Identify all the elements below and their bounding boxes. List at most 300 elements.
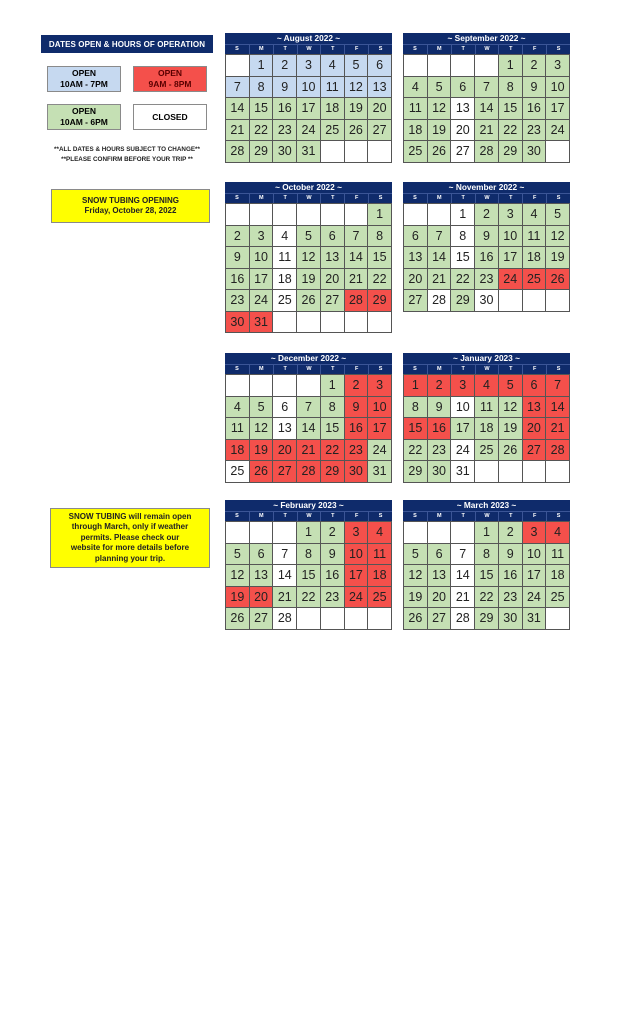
- weekday-label: T: [498, 512, 522, 521]
- calendar-day: 21: [273, 587, 297, 609]
- calendar-day: 8: [451, 226, 475, 248]
- calendar-day: 25: [546, 587, 570, 609]
- calendar-day: 1: [250, 55, 274, 77]
- weekday-label: M: [427, 45, 451, 54]
- calendar-empty-cell: [368, 141, 392, 163]
- calendar-month-title: ~ August 2022 ~: [225, 33, 392, 44]
- weekday-label: M: [249, 365, 273, 374]
- calendar-day: 18: [546, 565, 570, 587]
- calendar-day: 3: [523, 522, 547, 544]
- legend-open-10am-6pm: [47, 104, 121, 130]
- calendar-day: 2: [475, 204, 499, 226]
- weekday-label: T: [273, 45, 297, 54]
- weekday-label: T: [273, 194, 297, 203]
- calendar-empty-cell: [546, 608, 570, 630]
- calendar-day: 2: [428, 375, 452, 397]
- weekday-header: [225, 193, 392, 203]
- calendar-day: 28: [226, 141, 250, 163]
- calendar-day: 20: [404, 269, 428, 291]
- calendar-empty-cell: [451, 522, 475, 544]
- calendar-empty-cell: [499, 290, 523, 312]
- calendar-day: 20: [250, 587, 274, 609]
- calendar-empty-cell: [226, 522, 250, 544]
- legend-open-9am-8pm: [133, 66, 207, 92]
- notice-line: SNOW TUBING OPENING: [82, 195, 179, 205]
- calendar-day: 29: [321, 461, 345, 483]
- calendar-day: 18: [475, 418, 499, 440]
- calendar-day: 29: [404, 461, 428, 483]
- weekday-label: W: [297, 512, 321, 521]
- calendar-day: 9: [321, 544, 345, 566]
- calendar-empty-cell: [345, 312, 369, 334]
- calendar-january-2023: [403, 353, 570, 483]
- calendar-day: 12: [250, 418, 274, 440]
- calendar-day: 21: [297, 440, 321, 462]
- calendar-empty-cell: [428, 55, 452, 77]
- calendar-day: 21: [451, 587, 475, 609]
- calendar-day: 11: [404, 98, 428, 120]
- calendar-day: 28: [546, 440, 570, 462]
- calendar-day: 27: [273, 461, 297, 483]
- calendar-empty-cell: [321, 608, 345, 630]
- legend-open-10am-7pm: [47, 66, 121, 92]
- calendar-day: 23: [321, 587, 345, 609]
- calendar-day: 1: [297, 522, 321, 544]
- calendar-empty-cell: [523, 461, 547, 483]
- calendar-day: 10: [345, 544, 369, 566]
- weekday-label: S: [235, 513, 239, 519]
- weekday-label: T: [320, 194, 344, 203]
- calendar-day: 27: [428, 608, 452, 630]
- calendar-month-title: ~ September 2022 ~: [403, 33, 570, 44]
- calendar-day: 13: [451, 98, 475, 120]
- calendar-empty-cell: [345, 204, 369, 226]
- calendar-day: 25: [226, 461, 250, 483]
- weekday-label: W: [475, 365, 499, 374]
- calendar-day: 2: [273, 55, 297, 77]
- calendar-day: 28: [428, 290, 452, 312]
- calendar-empty-cell: [321, 204, 345, 226]
- calendar-day: 9: [499, 544, 523, 566]
- calendar-day: 27: [404, 290, 428, 312]
- calendar-day: 30: [226, 312, 250, 334]
- calendar-empty-cell: [523, 290, 547, 312]
- calendar-day: 18: [273, 269, 297, 291]
- calendar-day: 4: [404, 77, 428, 99]
- calendar-day: 3: [368, 375, 392, 397]
- calendar-empty-cell: [273, 204, 297, 226]
- calendar-day: 5: [250, 397, 274, 419]
- calendar-day: 19: [345, 98, 369, 120]
- calendar-day: 26: [297, 290, 321, 312]
- weekday-label: T: [273, 365, 297, 374]
- calendar-day: 29: [250, 141, 274, 163]
- calendar-day-grid: [225, 374, 392, 483]
- calendar-day: 14: [546, 397, 570, 419]
- calendar-day: 23: [428, 440, 452, 462]
- weekday-label: M: [427, 512, 451, 521]
- calendar-day: 13: [368, 77, 392, 99]
- calendar-day: 28: [273, 608, 297, 630]
- calendar-day: 15: [451, 247, 475, 269]
- weekday-label: T: [320, 45, 344, 54]
- calendar-day: 4: [321, 55, 345, 77]
- calendar-day: 6: [404, 226, 428, 248]
- calendar-day: 17: [499, 247, 523, 269]
- calendar-day: 5: [404, 544, 428, 566]
- calendar-day: 9: [428, 397, 452, 419]
- weekday-label: F: [344, 45, 368, 54]
- weekday-label: T: [273, 512, 297, 521]
- calendar-day: 26: [546, 269, 570, 291]
- calendar-empty-cell: [404, 522, 428, 544]
- legend-hours: 10AM - 6PM: [60, 117, 108, 127]
- calendar-empty-cell: [475, 461, 499, 483]
- snow-tubing-opening-notice: [51, 189, 210, 223]
- calendar-day: 18: [523, 247, 547, 269]
- notice-line: permits. Please check our: [80, 532, 180, 542]
- calendar-empty-cell: [368, 312, 392, 334]
- calendar-day: 27: [451, 141, 475, 163]
- calendar-day: 22: [368, 269, 392, 291]
- calendar-day: 18: [404, 120, 428, 142]
- calendar-day: 29: [499, 141, 523, 163]
- calendar-day: 10: [451, 397, 475, 419]
- calendar-day: 9: [226, 247, 250, 269]
- calendar-day: 29: [475, 608, 499, 630]
- calendar-day: 2: [499, 522, 523, 544]
- calendar-day: 14: [428, 247, 452, 269]
- calendar-day: 29: [368, 290, 392, 312]
- calendar-day: 1: [368, 204, 392, 226]
- calendar-day: 30: [523, 141, 547, 163]
- calendar-day: 11: [226, 418, 250, 440]
- weekday-header: [225, 364, 392, 374]
- notice-line: SNOW TUBING will remain open: [68, 511, 192, 521]
- calendar-day: 21: [345, 269, 369, 291]
- calendar-day: 29: [451, 290, 475, 312]
- calendar-day: 24: [451, 440, 475, 462]
- calendar-day: 17: [546, 98, 570, 120]
- calendar-empty-cell: [475, 55, 499, 77]
- legend-label: OPEN: [71, 68, 97, 78]
- calendar-day: 14: [273, 565, 297, 587]
- calendar-day: 10: [499, 226, 523, 248]
- weekday-label: T: [451, 194, 475, 203]
- calendar-empty-cell: [499, 461, 523, 483]
- notice-line: through March, only if weather: [71, 522, 189, 532]
- weekday-label: W: [297, 194, 321, 203]
- calendar-day: 9: [273, 77, 297, 99]
- calendar-month-title: ~ January 2023 ~: [403, 353, 570, 364]
- calendar-empty-cell: [226, 55, 250, 77]
- calendar-day-grid: [225, 54, 392, 163]
- calendar-day: 1: [451, 204, 475, 226]
- calendar-day: 30: [475, 290, 499, 312]
- calendar-empty-cell: [428, 522, 452, 544]
- calendar-day: 11: [368, 544, 392, 566]
- calendar-day: 16: [428, 418, 452, 440]
- weekday-label: W: [475, 45, 499, 54]
- calendar-day: 22: [404, 440, 428, 462]
- calendar-day: 8: [368, 226, 392, 248]
- calendar-day: 13: [273, 418, 297, 440]
- calendar-day: 26: [250, 461, 274, 483]
- calendar-day: 4: [546, 522, 570, 544]
- confirm-note: **PLEASE CONFIRM BEFORE YOUR TRIP **: [61, 156, 193, 163]
- calendar-day: 12: [499, 397, 523, 419]
- calendar-day: 30: [428, 461, 452, 483]
- calendar-month-title: ~ November 2022 ~: [403, 182, 570, 193]
- legend-label: CLOSED: [152, 111, 188, 122]
- calendar-day: 12: [546, 226, 570, 248]
- calendar-day: 19: [250, 440, 274, 462]
- calendar-day: 2: [345, 375, 369, 397]
- calendar-day: 25: [523, 269, 547, 291]
- calendar-day: 23: [345, 440, 369, 462]
- calendar-day: 17: [250, 269, 274, 291]
- calendar-day: 23: [499, 587, 523, 609]
- weekday-label: F: [344, 365, 368, 374]
- calendar-day: 17: [451, 418, 475, 440]
- calendar-day: 4: [226, 397, 250, 419]
- calendar-day: 5: [499, 375, 523, 397]
- calendar-empty-cell: [321, 141, 345, 163]
- calendar-day: 12: [226, 565, 250, 587]
- calendar-empty-cell: [297, 312, 321, 334]
- calendar-day-grid: [403, 521, 570, 630]
- weekday-header: [403, 364, 570, 374]
- calendar-month-title: ~ February 2023 ~: [225, 500, 392, 511]
- calendar-day: 8: [499, 77, 523, 99]
- weekday-header: [225, 511, 392, 521]
- disclaimer-note: **ALL DATES & HOURS SUBJECT TO CHANGE**: [54, 146, 200, 153]
- calendar-day: 4: [368, 522, 392, 544]
- calendar-day: 7: [297, 397, 321, 419]
- calendar-day: 18: [226, 440, 250, 462]
- calendar-day: 8: [404, 397, 428, 419]
- calendar-day-grid: [225, 521, 392, 630]
- calendar-empty-cell: [273, 312, 297, 334]
- calendar-day: 17: [368, 418, 392, 440]
- calendar-day: 5: [428, 77, 452, 99]
- calendar-day: 10: [297, 77, 321, 99]
- calendar-day: 25: [475, 440, 499, 462]
- calendar-empty-cell: [546, 461, 570, 483]
- calendar-day: 21: [546, 418, 570, 440]
- weekday-label: T: [451, 45, 475, 54]
- calendar-empty-cell: [404, 55, 428, 77]
- calendar-day: 11: [273, 247, 297, 269]
- calendar-day: 10: [546, 77, 570, 99]
- calendar-day: 7: [546, 375, 570, 397]
- calendar-day: 24: [523, 587, 547, 609]
- calendar-day: 23: [475, 269, 499, 291]
- weekday-label: T: [451, 512, 475, 521]
- calendar-day: 6: [451, 77, 475, 99]
- calendar-day: 24: [345, 587, 369, 609]
- calendar-day: 5: [345, 55, 369, 77]
- calendar-day: 30: [273, 141, 297, 163]
- weekday-header: [403, 511, 570, 521]
- calendar-day: 31: [250, 312, 274, 334]
- calendar-day: 19: [428, 120, 452, 142]
- notice-line: website for more details before: [70, 543, 190, 553]
- calendar-day: 15: [499, 98, 523, 120]
- calendar-day: 4: [273, 226, 297, 248]
- calendar-march-2023: [403, 500, 570, 630]
- calendar-day: 1: [499, 55, 523, 77]
- calendar-day: 28: [345, 290, 369, 312]
- calendar-day: 19: [226, 587, 250, 609]
- calendar-day: 3: [345, 522, 369, 544]
- calendar-day: 13: [523, 397, 547, 419]
- calendar-empty-cell: [273, 522, 297, 544]
- calendar-day: 9: [475, 226, 499, 248]
- calendar-day: 22: [499, 120, 523, 142]
- calendar-day: 31: [451, 461, 475, 483]
- weekday-label: T: [451, 365, 475, 374]
- calendar-day: 18: [321, 98, 345, 120]
- legend-label: OPEN: [157, 68, 183, 78]
- calendar-day: 24: [546, 120, 570, 142]
- calendar-day: 24: [368, 440, 392, 462]
- calendar-day: 5: [226, 544, 250, 566]
- calendar-day: 17: [345, 565, 369, 587]
- calendar-day: 13: [250, 565, 274, 587]
- weekday-label: W: [297, 365, 321, 374]
- calendar-day-grid: [403, 203, 570, 312]
- calendar-day: 31: [297, 141, 321, 163]
- calendar-day: 24: [499, 269, 523, 291]
- weekday-label: S: [546, 45, 570, 54]
- weekday-label: T: [498, 45, 522, 54]
- calendar-day: 15: [368, 247, 392, 269]
- calendar-day: 7: [475, 77, 499, 99]
- weekday-header: [225, 44, 392, 54]
- calendar-day: 12: [297, 247, 321, 269]
- calendar-day: 26: [428, 141, 452, 163]
- calendar-day-grid: [225, 203, 392, 333]
- calendar-day: 6: [428, 544, 452, 566]
- calendar-day: 25: [404, 141, 428, 163]
- calendar-day: 20: [273, 440, 297, 462]
- calendar-day: 24: [297, 120, 321, 142]
- calendar-day: 16: [499, 565, 523, 587]
- calendar-day: 5: [297, 226, 321, 248]
- calendar-day: 12: [345, 77, 369, 99]
- calendar-day: 6: [368, 55, 392, 77]
- calendar-day: 11: [523, 226, 547, 248]
- calendar-day: 4: [523, 204, 547, 226]
- calendar-day: 10: [250, 247, 274, 269]
- calendar-empty-cell: [368, 608, 392, 630]
- calendar-day: 13: [404, 247, 428, 269]
- calendar-day: 15: [404, 418, 428, 440]
- calendar-day: 7: [345, 226, 369, 248]
- calendar-day: 15: [250, 98, 274, 120]
- calendar-day: 22: [321, 440, 345, 462]
- weekday-label: W: [297, 45, 321, 54]
- calendar-day: 28: [451, 608, 475, 630]
- weekday-label: T: [498, 365, 522, 374]
- calendar-february-2023: [225, 500, 392, 630]
- calendar-day: 5: [546, 204, 570, 226]
- calendar-empty-cell: [226, 204, 250, 226]
- notice-date: Friday, October 28, 2022: [84, 206, 177, 215]
- calendar-day: 11: [475, 397, 499, 419]
- calendar-day: 17: [297, 98, 321, 120]
- weekday-label: S: [413, 366, 417, 372]
- calendar-empty-cell: [250, 375, 274, 397]
- calendar-day: 19: [404, 587, 428, 609]
- weekday-label: M: [249, 194, 273, 203]
- weekday-label: S: [235, 46, 239, 52]
- calendar-day: 6: [523, 375, 547, 397]
- calendar-day: 14: [226, 98, 250, 120]
- calendar-day: 16: [475, 247, 499, 269]
- calendar-day: 31: [523, 608, 547, 630]
- weekday-label: T: [320, 512, 344, 521]
- calendar-day: 25: [273, 290, 297, 312]
- weekday-label: T: [498, 194, 522, 203]
- weekday-label: M: [427, 194, 451, 203]
- calendar-day: 26: [499, 440, 523, 462]
- calendar-day: 11: [546, 544, 570, 566]
- weekday-label: F: [522, 45, 546, 54]
- calendar-empty-cell: [546, 290, 570, 312]
- calendar-empty-cell: [250, 522, 274, 544]
- calendar-day: 13: [321, 247, 345, 269]
- calendar-day: 16: [321, 565, 345, 587]
- calendar-day: 27: [250, 608, 274, 630]
- snow-tubing-closing-notice: [50, 508, 210, 568]
- calendar-day: 6: [273, 397, 297, 419]
- calendar-day: 30: [345, 461, 369, 483]
- weekday-label: F: [522, 512, 546, 521]
- weekday-label: F: [344, 194, 368, 203]
- calendar-day: 12: [428, 98, 452, 120]
- calendar-day: 31: [368, 461, 392, 483]
- calendar-day: 14: [475, 98, 499, 120]
- calendar-day: 23: [273, 120, 297, 142]
- calendar-day: 19: [297, 269, 321, 291]
- calendar-day: 21: [475, 120, 499, 142]
- calendar-day: 15: [297, 565, 321, 587]
- calendar-day: 30: [499, 608, 523, 630]
- weekday-label: M: [427, 365, 451, 374]
- calendar-empty-cell: [226, 375, 250, 397]
- notice-line: planning your trip.: [94, 553, 166, 563]
- calendar-empty-cell: [273, 375, 297, 397]
- calendar-day: 22: [475, 587, 499, 609]
- legend-closed: [133, 104, 207, 130]
- calendar-december-2022: [225, 353, 392, 483]
- calendar-day: 1: [404, 375, 428, 397]
- calendar-day: 3: [546, 55, 570, 77]
- calendar-day: 8: [250, 77, 274, 99]
- weekday-label: S: [368, 512, 392, 521]
- weekday-label: F: [344, 512, 368, 521]
- calendar-day: 2: [321, 522, 345, 544]
- calendar-day: 28: [297, 461, 321, 483]
- calendar-day: 11: [321, 77, 345, 99]
- calendar-august-2022: [225, 33, 392, 163]
- calendar-day: 26: [226, 608, 250, 630]
- calendar-day: 14: [345, 247, 369, 269]
- calendar-empty-cell: [546, 141, 570, 163]
- weekday-label: S: [413, 513, 417, 519]
